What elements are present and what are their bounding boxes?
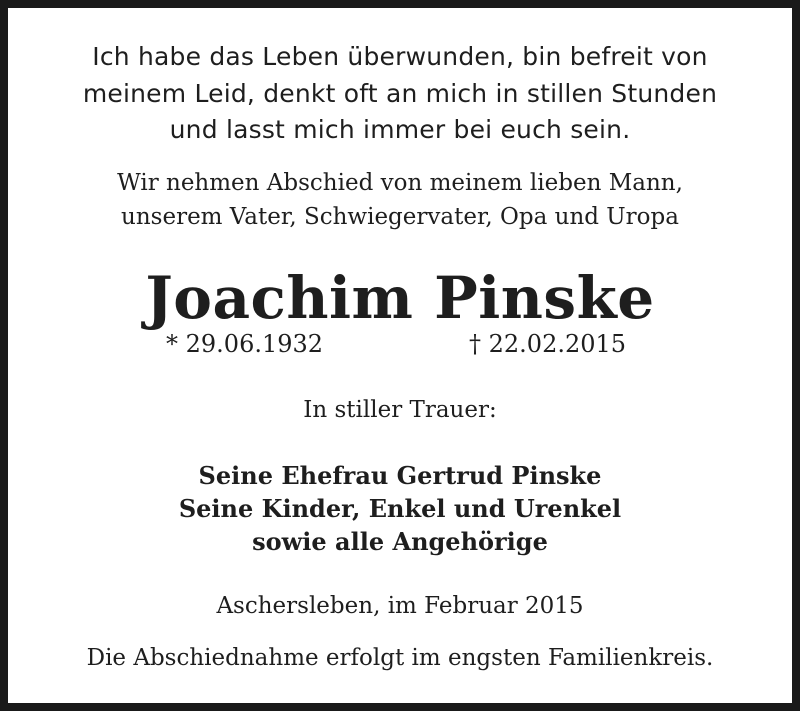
verse-line-2: meinem Leid, denkt oft an mich in stillen Stunden — [82, 79, 718, 108]
mourner-line-3: sowie alle Angehörige — [252, 527, 548, 556]
verse-line-1: Ich habe das Leben überwunden, bin befreit von — [92, 42, 708, 71]
intro-line-1: Wir nehmen Abschied von meinem lieben Mann, — [117, 170, 683, 196]
verse-line-3: und lasst mich immer bei euch sein. — [169, 115, 631, 144]
farewell-note: Die Abschiednahme erfolgt im engsten Familienkreis. — [86, 645, 714, 671]
birth-date: * 29.06.1932 — [166, 330, 324, 358]
intro-line-2: unserem Vater, Schwiegervater, Opa und Uropa — [121, 204, 679, 230]
mourner-line-2: Seine Kinder, Enkel und Urenkel — [178, 494, 622, 523]
place-date: Aschersleben, im Februar 2015 — [216, 593, 584, 619]
mourner-line-1: Seine Ehefrau Gertrud Pinske — [198, 461, 602, 490]
mourning-heading: In stiller Trauer: — [303, 397, 497, 423]
deceased-name: Joachim Pinske — [145, 264, 655, 332]
death-date: † 22.02.2015 — [469, 330, 627, 358]
